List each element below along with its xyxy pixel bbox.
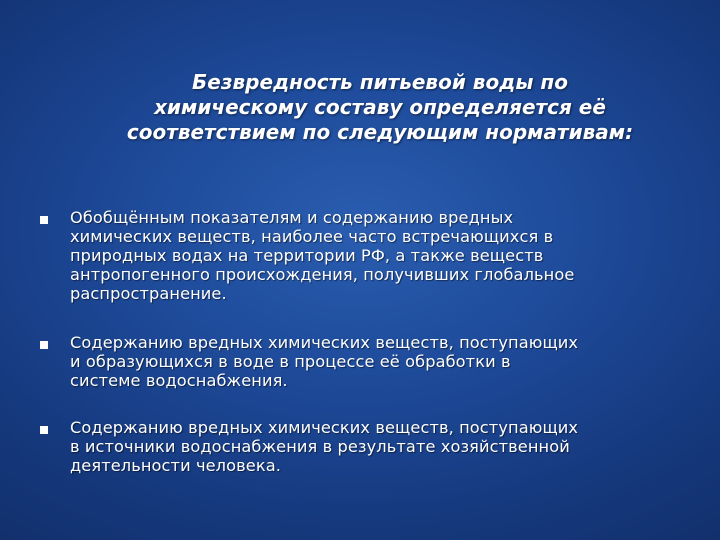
bullet-line: природных водах на территории РФ, а также веществ xyxy=(70,246,544,265)
square-bullet-icon xyxy=(40,341,48,349)
bullet-text xyxy=(70,333,710,390)
bullet-line: деятельности человека. xyxy=(70,456,281,475)
title-line: соответствием по следующим нормативам: xyxy=(126,120,634,144)
bullet-line: антропогенного происхождения, получивших глобальное xyxy=(70,265,575,284)
bullet-line: Обобщённым показателям и содержанию вредных xyxy=(70,208,514,227)
bullet-text xyxy=(70,418,710,475)
title-line: химическому составу определяется её xyxy=(154,95,606,119)
square-bullet-icon xyxy=(40,216,48,224)
square-bullet-icon xyxy=(40,426,48,434)
bullet-line: и образующихся в воде в процессе её обработки в xyxy=(70,352,511,371)
slide-title xyxy=(60,70,700,145)
title-line: Безвредность питьевой воды по xyxy=(192,70,568,94)
bullet-line: распространение. xyxy=(70,284,227,303)
bullet-text xyxy=(70,208,710,303)
bullet-line: Содержанию вредных химических веществ, поступающих xyxy=(70,333,579,352)
bullet-line: Содержанию вредных химических веществ, поступающих xyxy=(70,418,579,437)
bullet-line: системе водоснабжения. xyxy=(70,371,288,390)
bullet-line: химических веществ, наиболее часто встречающихся в xyxy=(70,227,554,246)
bullet-line: в источники водоснабжения в результате хозяйственной xyxy=(70,437,570,456)
